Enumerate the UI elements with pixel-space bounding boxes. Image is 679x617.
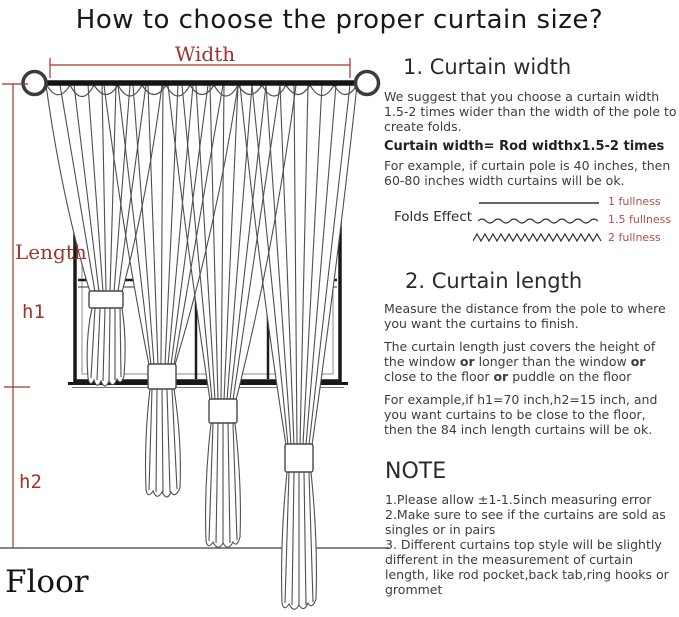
section1-heading: 1. Curtain width (403, 55, 572, 79)
note-item-3: 3. Different curtains top style will be slightly different in the measurement of curtain length, like rod pocket,back tab,ring hooks or grommet (385, 537, 669, 597)
p2-seg-6: puddle on the floor (508, 369, 632, 384)
p2-seg-4: close to the floor (384, 369, 494, 384)
section1-example: For example, if curtain pole is 40 inches, then 60-80 inches width curtains will be ok. (384, 158, 671, 188)
p2-seg-or-1: or (459, 354, 475, 369)
h1-label: h1 (22, 301, 45, 323)
section1-paragraph: We suggest that you choose a curtain width 1.5-2 times wider than the width of the pole to create folds. (384, 89, 677, 134)
section2-paragraph-1: Measure the distance from the pole to where you want the curtains to finish. (384, 301, 666, 331)
width-label: Width (174, 42, 236, 66)
note-list (385, 492, 677, 597)
folds-effect-block (384, 192, 677, 254)
instructions-column (384, 50, 677, 597)
folds-effect-label: Folds Effect (394, 209, 473, 225)
page-title: How to choose the proper curtain size? (75, 5, 604, 35)
curtain-diagram (0, 40, 390, 617)
curtain-width-formula: Curtain width= Rod widthx1.5-2 times (384, 139, 665, 154)
section2-example: For example,if h1=70 inch,h2=15 inch, and you want curtains to be close to the floor, then the 84 inch length curtains will be ok. (384, 392, 658, 437)
fullness-1-line (479, 197, 599, 209)
floor-label: Floor (5, 564, 89, 600)
rod-ring-left (23, 72, 46, 95)
p2-seg-or-5: or (493, 369, 509, 384)
curtain-diagram-svg (0, 40, 390, 617)
p2-seg-or-3: or (630, 354, 646, 369)
note-heading: NOTE (385, 459, 447, 484)
fullness-1-5-line (478, 215, 598, 227)
note-item-1: 1.Please allow ±1-1.5inch measuring error (385, 492, 652, 507)
fullness-1-5-label: 1.5 fullness (608, 213, 672, 226)
fullness-2-line (473, 232, 603, 245)
p2-seg-0: The curtain length just covers the height of the window (384, 339, 656, 369)
p2-seg-2: longer than the window (474, 354, 631, 369)
section2-heading: 2. Curtain length (405, 269, 583, 293)
note-item-2: 2.Make sure to see if the curtains are sold as singles or in pairs (385, 507, 666, 537)
rod-ring-right (356, 72, 379, 95)
fullness-2-label: 2 fullness (608, 231, 661, 244)
section2-paragraph-2 (384, 339, 677, 384)
length-label: Length (15, 240, 87, 264)
fullness-1-label: 1 fullness (608, 195, 661, 208)
h2-label: h2 (19, 471, 42, 493)
